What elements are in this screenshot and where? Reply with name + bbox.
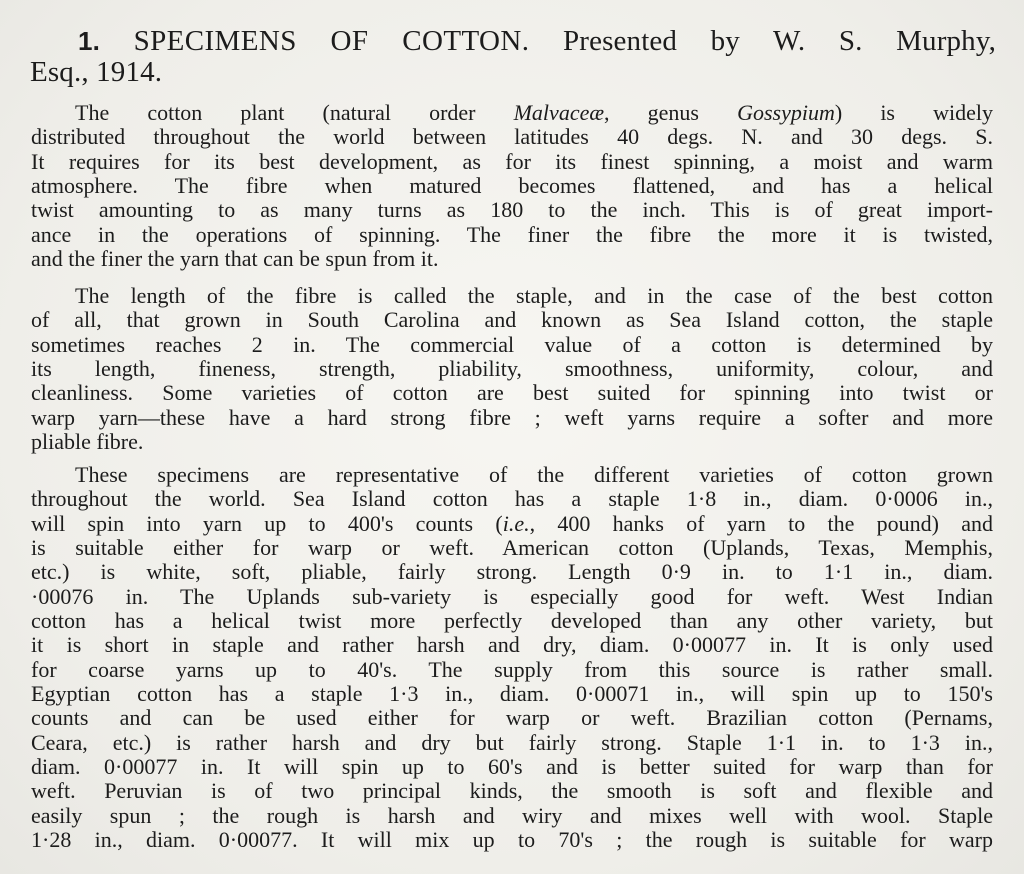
text-line: easily spun ; the rough is harsh and wiry and mixes well with wool. Staple xyxy=(31,802,993,828)
text-fragment: ) is widely xyxy=(834,100,993,125)
italic-term: Gossypium xyxy=(737,100,835,125)
text-line: cotton has a helical twist more perfectly developed than any other variety, but xyxy=(31,608,993,634)
text-line xyxy=(31,101,993,125)
text-fragment: , genus xyxy=(604,100,738,125)
heading-title: SPECIMENS OF COTTON. xyxy=(133,25,530,57)
text-line: throughout the world. Sea Island cotton has a staple 1·8 in., diam. 0·0006 in., xyxy=(31,486,993,512)
heading-number: 1. xyxy=(78,26,100,56)
text-line: counts and can be used either for warp or weft. Brazilian cotton (Pernams, xyxy=(31,705,993,731)
italic-term: Malvaceæ xyxy=(513,100,605,125)
text-line: of all, that grown in South Carolina and known as Sea Island cotton, the staple xyxy=(31,307,993,333)
text-line: twist amounting to as many turns as 180 to the inch. This is of great import- xyxy=(31,197,993,223)
heading-presented: Presented by W. S. Murphy, xyxy=(562,25,996,57)
section-heading xyxy=(30,26,996,88)
text-line: pliable fibre. xyxy=(31,429,144,455)
text-line: sometimes reaches 2 in. The commercial value of a cotton is determined by xyxy=(31,331,993,357)
heading-date: Esq., 1914. xyxy=(30,56,163,88)
text-line: warp yarn—these have a hard strong fibre ; weft yarns require a softer and more xyxy=(31,404,993,430)
text-line: is suitable either for warp or weft. American cotton (Uplands, Texas, Memphis, xyxy=(31,535,993,561)
text-line: It requires for its best development, as for its finest spinning, a moist and warm xyxy=(31,148,993,174)
text-line: weft. Peruvian is of two principal kinds, the smooth is soft and flexible and xyxy=(31,778,993,804)
text-line: it is short in staple and rather harsh and dry, diam. 0·00077 in. It is only used xyxy=(31,632,993,658)
text-line: distributed throughout the world between latitudes 40 degs. N. and 30 degs. S. xyxy=(31,124,993,150)
text-line: The length of the fibre is called the staple, and in the case of the best cotton xyxy=(75,283,993,308)
italic-term: i.e. xyxy=(502,510,530,536)
text-line: cleanliness. Some varieties of cotton are best suited for spinning into twist or xyxy=(31,380,993,406)
paragraph-cotton-plant xyxy=(31,101,993,271)
text-line: ance in the operations of spinning. The finer the fibre the more it is twisted, xyxy=(31,221,993,247)
text-line: atmosphere. The fibre when matured becomes flattened, and has a helical xyxy=(31,173,993,199)
paragraph-staple xyxy=(31,284,993,454)
text-line xyxy=(31,512,993,536)
text-line: its length, fineness, strength, pliability, smoothness, uniformity, colour, and xyxy=(31,356,993,382)
text-line: Egyptian cotton has a staple 1·3 in., diam. 0·00071 in., will spin up to 150's xyxy=(31,681,993,707)
text-line: etc.) is white, soft, pliable, fairly strong. Length 0·9 in. to 1·1 in., diam. xyxy=(31,559,993,585)
text-fragment: , 400 hanks of yarn to the pound) and xyxy=(529,510,993,536)
text-fragment: The cotton plant (natural order xyxy=(75,100,514,125)
text-line: ·00076 in. The Uplands sub-variety is especially good for weft. West Indian xyxy=(31,583,993,609)
heading-line-1 xyxy=(30,26,996,57)
paragraph-specimens xyxy=(31,463,993,853)
text-line: Ceara, etc.) is rather harsh and dry but fairly strong. Staple 1·1 in. to 1·3 in., xyxy=(31,729,993,755)
text-line: These specimens are representative of the different varieties of cotton grown xyxy=(75,462,993,487)
text-line: 1·28 in., diam. 0·00077. It will mix up to 70's ; the rough is suitable for warp xyxy=(31,827,993,853)
text-line: diam. 0·00077 in. It will spin up to 60's and is better suited for warp than for xyxy=(31,754,993,780)
text-fragment: will spin into yarn up to 400's counts ( xyxy=(31,510,503,536)
text-line: and the finer the yarn that can be spun from it. xyxy=(31,246,439,272)
text-line: for coarse yarns up to 40's. The supply from this source is rather small. xyxy=(31,656,993,682)
